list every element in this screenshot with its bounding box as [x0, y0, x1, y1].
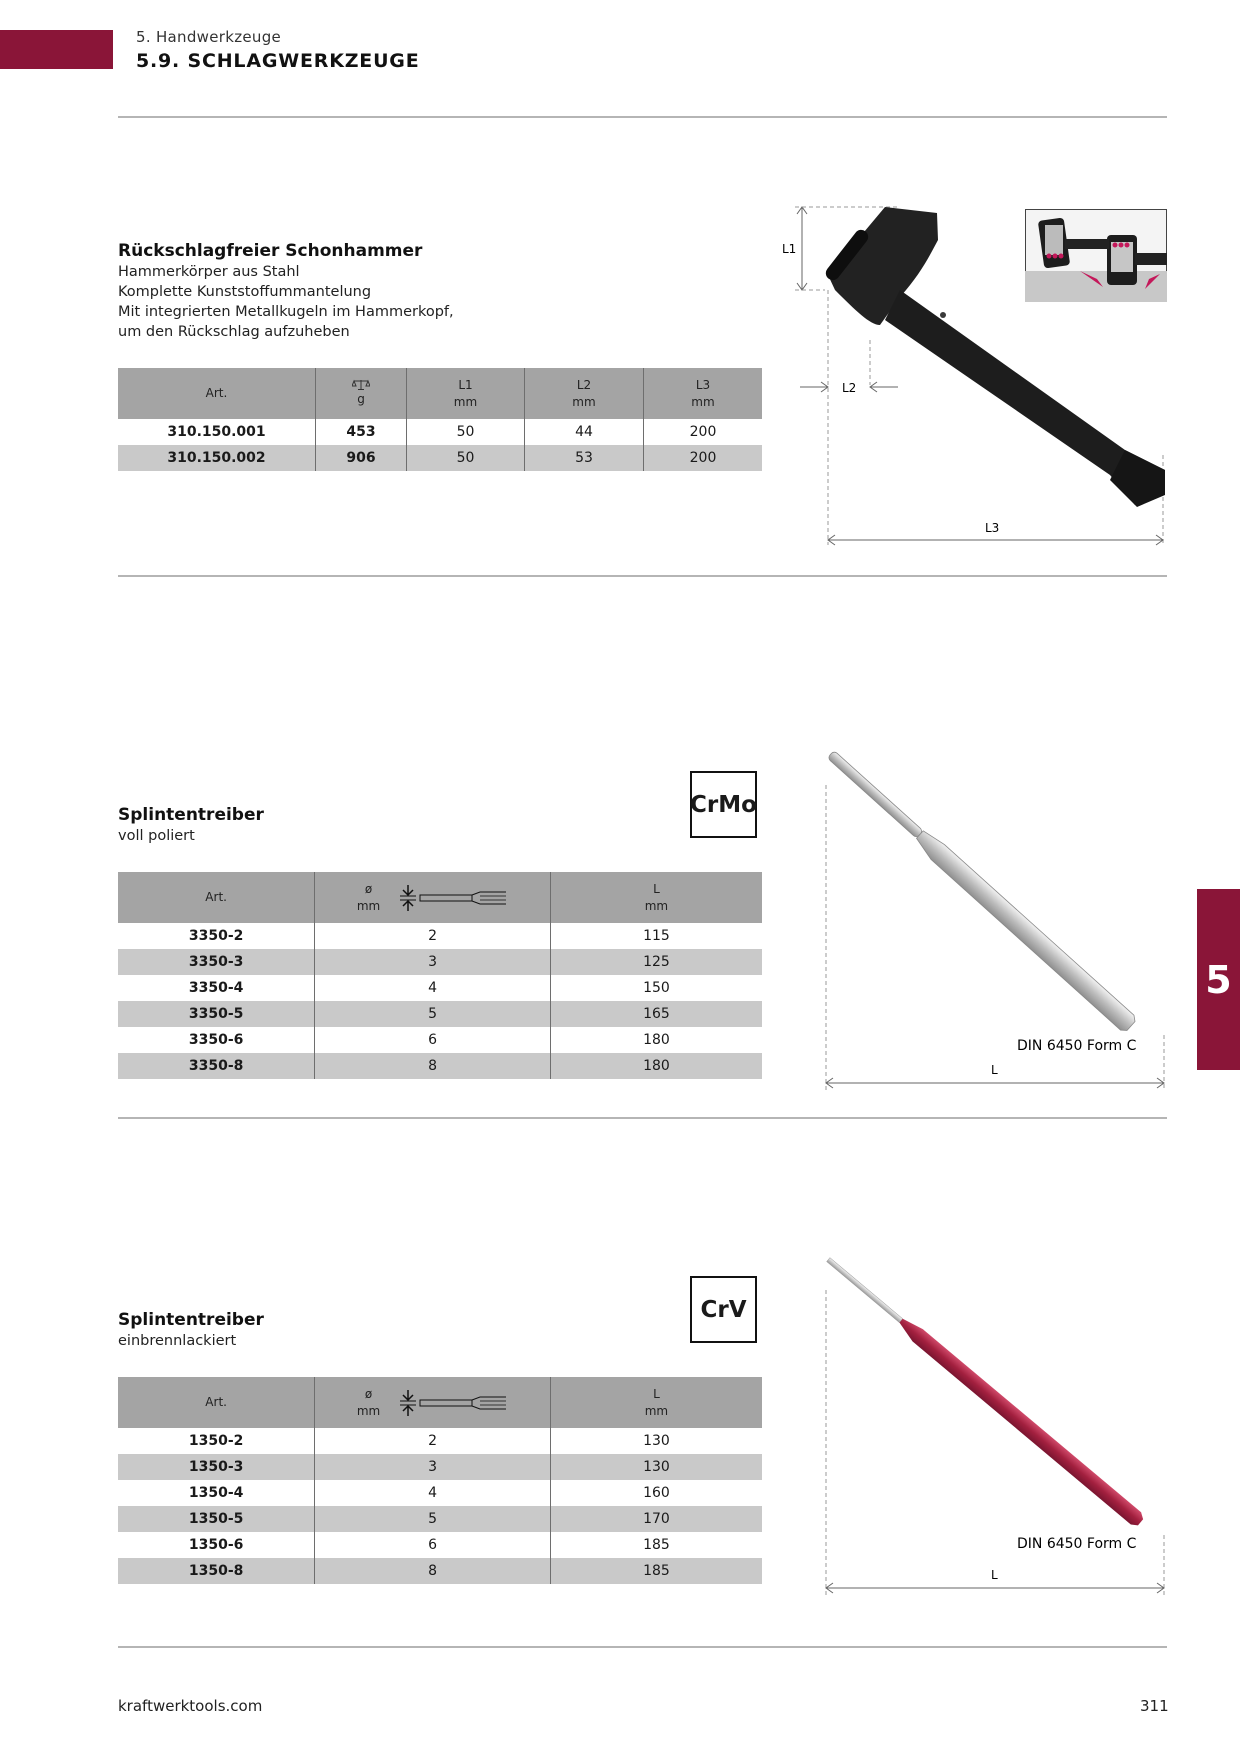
cell-diameter: 4 [315, 975, 551, 1001]
cell-diameter: 2 [315, 923, 551, 949]
cell-length: 185 [550, 1558, 762, 1584]
cell-diameter: 2 [315, 1428, 551, 1454]
column-header-art: Art. [118, 1377, 315, 1428]
table-row [118, 445, 762, 471]
table-header-row [118, 872, 762, 923]
material-badge: CrV [690, 1276, 757, 1343]
article-number: 1350-8 [118, 1558, 315, 1584]
cell-length: 150 [550, 975, 762, 1001]
spec-table [118, 872, 762, 1079]
cell-weight: 906 [316, 445, 407, 471]
column-header-art: Art. [118, 872, 315, 923]
table-row [118, 1428, 762, 1454]
article-number: 1350-2 [188, 1433, 244, 1449]
weight-icon [352, 379, 370, 391]
cell-diameter: 5 [315, 1001, 551, 1027]
cell-length: 160 [550, 1480, 762, 1506]
punch-tip-icon [398, 883, 508, 913]
cell-diameter: 6 [315, 1027, 551, 1053]
column-header-l3: L3 mm [644, 368, 763, 419]
description-line: Komplette Kunststoffummantelung [118, 284, 372, 300]
cell-length: 170 [550, 1506, 762, 1532]
article-number: 3350-6 [188, 1032, 244, 1048]
table-row [118, 1001, 762, 1027]
pin-punch-image [823, 748, 1137, 1034]
standard-label: DIN 6450 Form C [1017, 1038, 1137, 1054]
cell-diameter: 8 [315, 1053, 551, 1079]
cell-l3: 200 [644, 445, 763, 471]
table-row [118, 1532, 762, 1558]
article-number: 310.150.002 [118, 445, 316, 471]
product-title: Splintentreiber [118, 1310, 264, 1330]
cell-diameter: 4 [315, 1480, 551, 1506]
product-title: Rückschlagfreier Schonhammer [118, 241, 423, 261]
spec-table [118, 1377, 762, 1584]
cell-l1: 50 [407, 445, 525, 471]
table-row [118, 923, 762, 949]
table-row [118, 419, 762, 445]
divider [118, 1117, 1167, 1119]
column-header-diameter: ø mm [315, 872, 551, 923]
table-row [118, 949, 762, 975]
standard-label: DIN 6450 Form C [1017, 1536, 1137, 1552]
column-header-length: L mm [550, 872, 762, 923]
description-line: um den Rückschlag aufzuheben [118, 324, 350, 340]
column-header-art: Art. [118, 368, 316, 419]
chapter-color-tab [0, 30, 113, 69]
article-number: 1350-3 [118, 1454, 315, 1480]
pin-punch-diagram [810, 745, 1175, 1095]
cell-weight: 453 [316, 419, 407, 445]
cell-diameter: 3 [315, 1454, 551, 1480]
pin-punch-diagram [810, 1250, 1175, 1600]
table-row [118, 1480, 762, 1506]
table-row [118, 1558, 762, 1584]
cell-length: 180 [550, 1053, 762, 1079]
cell-l1: 50 [407, 419, 525, 445]
chapter-label: 5. Handwerkzeuge [136, 28, 282, 46]
product-description: einbrennlackiert [118, 1333, 237, 1349]
dimension-label-l3: L3 [985, 521, 1000, 535]
column-header-diameter: ø mm [315, 1377, 551, 1428]
cell-l2: 53 [525, 445, 644, 471]
cell-length: 165 [550, 1001, 762, 1027]
article-number: 1350-6 [188, 1537, 244, 1553]
table-row [118, 1053, 762, 1079]
dimension-label-l: L [991, 1568, 998, 1582]
dimension-label-l1: L1 [782, 242, 797, 256]
cell-length: 130 [550, 1454, 762, 1480]
footer-url: kraftwerktools.com [118, 1697, 263, 1715]
cell-l2: 44 [525, 419, 644, 445]
dimension-label-l: L [991, 1063, 998, 1077]
article-number: 3350-4 [188, 980, 244, 996]
article-number: 3350-8 [118, 1053, 315, 1079]
table-header-row [118, 1377, 762, 1428]
column-header-length: L mm [550, 1377, 762, 1428]
cell-diameter: 6 [315, 1532, 551, 1558]
article-number: 1350-5 [118, 1506, 315, 1532]
cell-diameter: 8 [315, 1558, 551, 1584]
dimension-label-l2: L2 [842, 381, 857, 395]
table-row [118, 1506, 762, 1532]
punch-tip-icon [398, 1388, 508, 1418]
cell-length: 125 [550, 949, 762, 975]
divider [118, 575, 1167, 577]
cell-length: 115 [550, 923, 762, 949]
article-number: 3350-3 [118, 949, 315, 975]
column-header-l1: L1 mm [407, 368, 525, 419]
article-number: 3350-2 [188, 928, 244, 944]
cell-diameter: 5 [315, 1506, 551, 1532]
cell-diameter: 3 [315, 949, 551, 975]
article-number: 1350-4 [188, 1485, 244, 1501]
table-row [118, 1027, 762, 1053]
cell-length: 180 [550, 1027, 762, 1053]
article-number: 310.150.001 [167, 424, 266, 440]
spec-table [118, 368, 762, 471]
column-header-weight: g [316, 368, 407, 419]
page-number: 311 [1140, 1697, 1169, 1715]
cell-length: 130 [550, 1428, 762, 1454]
description-line: Hammerkörper aus Stahl [118, 264, 300, 280]
description-line: Mit integrierten Metallkugeln im Hammerkopf, [118, 304, 454, 320]
column-header-l2: L2 mm [525, 368, 644, 419]
article-number: 3350-5 [118, 1001, 315, 1027]
chapter-side-tab: 5 [1197, 889, 1240, 1070]
table-row [118, 1454, 762, 1480]
cell-length: 185 [550, 1532, 762, 1558]
table-header-row [118, 368, 762, 419]
product-description: voll poliert [118, 828, 195, 844]
product-description [118, 262, 454, 342]
product-title: Splintentreiber [118, 805, 264, 825]
divider [118, 1646, 1167, 1648]
material-badge: CrMo [690, 771, 757, 838]
table-row [118, 975, 762, 1001]
divider [118, 116, 1167, 118]
cell-l3: 200 [644, 419, 763, 445]
hammer-inset-image [1025, 209, 1167, 302]
pin-punch-image [823, 1254, 1146, 1529]
section-title: 5.9. SCHLAGWERKZEUGE [136, 50, 420, 72]
